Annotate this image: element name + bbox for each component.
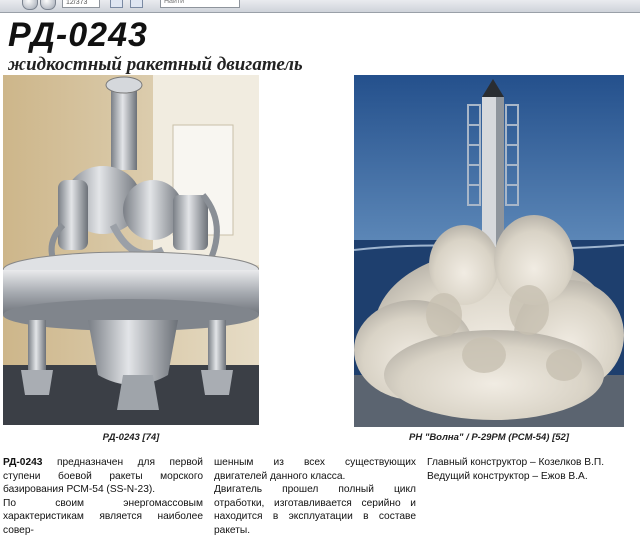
text-column-2 (214, 456, 416, 538)
forward-icon[interactable] (40, 0, 56, 10)
page-subtitle: жидкостный ракетный двигатель (8, 54, 303, 75)
fit-page-icon[interactable] (110, 0, 123, 8)
launch-photo (354, 75, 624, 427)
lead-designer: Ведущий конструктор – Ежов В.А. (427, 470, 588, 482)
paragraph-performance-end: шенным из всех существующих двигателей данного класса. (214, 457, 416, 482)
figure-caption-engine: РД-0243 [74] (102, 432, 160, 443)
page-title: РД-0243 (8, 16, 148, 54)
intro-text: предназначен для первой ступени боевой ракеты морского базирования РСМ-54 (SS-N-23). (3, 457, 203, 496)
lead-term: РД-0243 (3, 457, 43, 468)
chief-designer: Главный конструктор – Козелков В.П. (427, 457, 605, 468)
search-input[interactable] (160, 0, 240, 8)
back-icon[interactable] (22, 0, 38, 10)
paragraph-intro (3, 456, 203, 497)
paragraph-production: Двигатель прошел полный цикл отработки, изготавливается серийно и находится в эксплуатации в составе ракеты. (214, 484, 416, 536)
engine-photo (3, 75, 259, 425)
fit-width-icon[interactable] (130, 0, 143, 8)
text-column-3 (427, 456, 637, 483)
paragraph-performance-start: По своим энергомассовым характеристикам является наиболее совер- (3, 497, 203, 536)
viewer-toolbar (0, 0, 640, 13)
figure-caption-launch: РН "Волна" / Р-29РМ (РСМ-54) [52] (408, 432, 569, 443)
text-column-1 (3, 456, 203, 538)
page-number-field[interactable]: 12/373 (62, 0, 100, 8)
